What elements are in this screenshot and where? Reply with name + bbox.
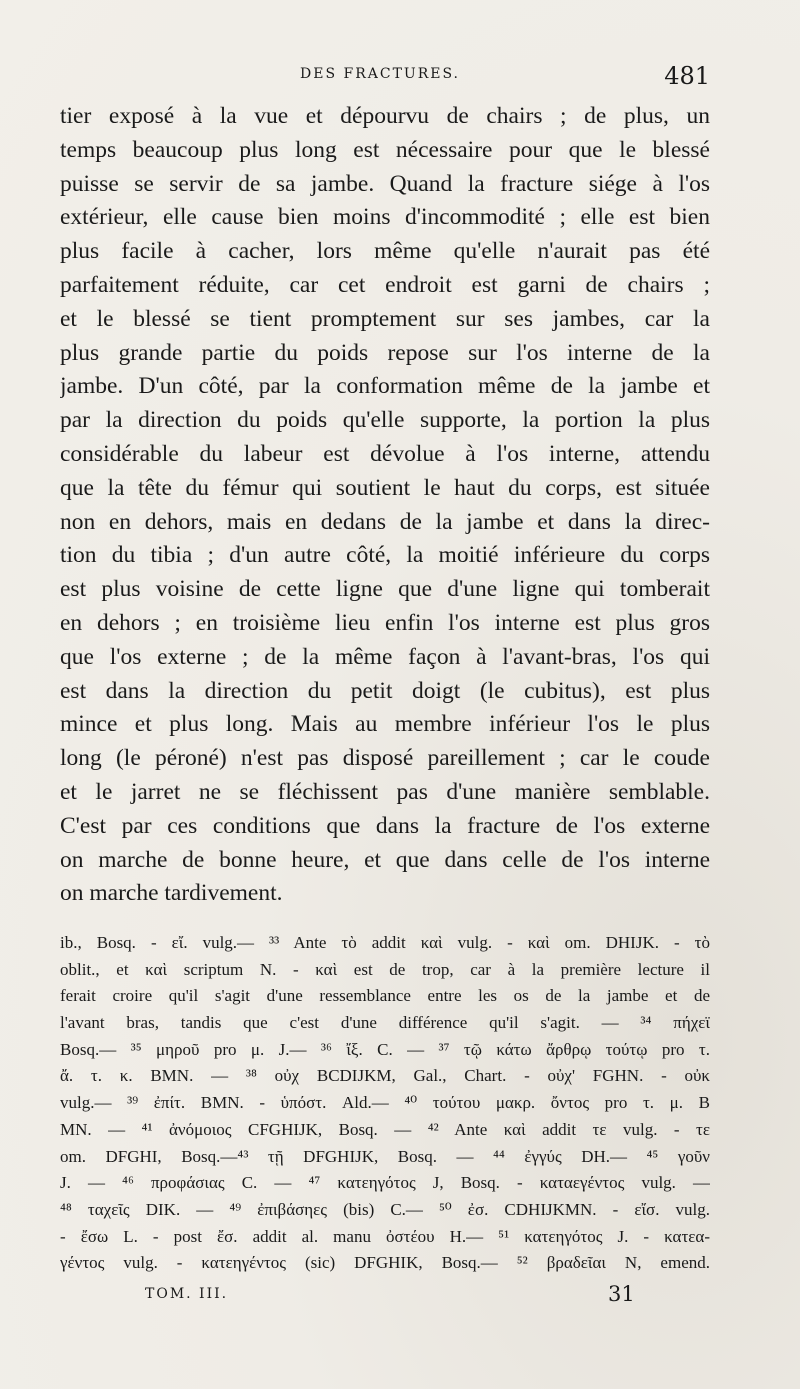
- page-number: 481: [664, 62, 710, 90]
- text-line: tion du tibia ; d'un autre côté, la moitié inférieure du corps: [60, 542, 710, 569]
- text-line: temps beaucoup plus long est nécessaire pour que le blessé: [60, 136, 710, 163]
- footnote-line: oblit., et καὶ scriptum N. - καὶ est de trop, car à la première lecture il: [60, 959, 710, 979]
- text-line: considérable du labeur est dévolue à l'os interne, attendu: [60, 440, 710, 467]
- text-line: non en dehors, mais en dedans de la jambe et dans la direc-: [60, 508, 710, 535]
- footnote-line: - ἔσω L. - post ἔσ. addit al. manu ὀστέου H.— ⁵¹ κατεηγότος J. - κατεα-: [60, 1226, 710, 1246]
- text-line: est plus voisine de cette ligne que d'une ligne qui tomberait: [60, 576, 710, 603]
- text-line: long (le péroné) n'est pas disposé pareillement ; car le coude: [60, 745, 710, 772]
- footnote-line: ib., Bosq. - εἴ. vulg.— ³³ Ante τὸ addit καὶ vulg. - καὶ om. DHIJK. - τὸ: [60, 933, 710, 952]
- footnote-line: om. DFGHI, Bosq.—⁴³ τῇ DFGHIJK, Bosq. — ⁴⁴ ἐγγύς DH.— ⁴⁵ γοῦν: [60, 1146, 710, 1166]
- footnote-line: Bosq.— ³⁵ μηροῦ pro μ. J.— ³⁶ ἴξ. C. — ³⁷ τῷ κάτω ἄρθρῳ τούτῳ pro τ.: [60, 1039, 710, 1059]
- text-line: par la direction du poids qu'elle supporte, la portion la plus: [60, 407, 710, 434]
- text-line: C'est par ces conditions que dans la fracture de l'os externe: [60, 812, 710, 839]
- text-line: plus grande partie du poids repose sur l'os interne de la: [60, 339, 710, 366]
- text-line: jambe. D'un côté, par la conformation même de la jambe et: [60, 373, 710, 400]
- footnote-line: ⁴⁸ ταχεῖς DIK. — ⁴⁹ ἐπιβάσηες (bis) C.— ⁵⁰ ἐσ. CDHIJKMN. - εἴσ. vulg.: [60, 1199, 710, 1219]
- footnote-line: γέντος vulg. - κατεηγέντος (sic) DFGHIK, Bosq.— ⁵² βραδεῖαι N, emend.: [60, 1253, 710, 1273]
- text-line: et le blessé se tient promptement sur ses jambes, car la: [60, 305, 710, 332]
- text-line: on marche tardivement.: [60, 880, 283, 907]
- footnote-line: MN. — ⁴¹ ἀνόμοιος CFGHIJK, Bosq. — ⁴² Ante καὶ addit τε vulg. - τε: [60, 1119, 710, 1139]
- text-line: mince et plus long. Mais au membre inférieur l'os le plus: [60, 711, 710, 738]
- footnote-line: vulg.— ³⁹ ἐπίτ. BMN. - ὑπόστ. Ald.— ⁴⁰ τούτου μακρ. ὄντος pro τ. μ. B: [60, 1093, 710, 1113]
- main-text-block: [60, 100, 710, 911]
- footnote-line: ἄ. τ. κ. BMN. — ³⁸ οὐχ BCDIJKM, Gal., Chart. - οὐχ' FGHN. - οὐκ: [60, 1066, 710, 1086]
- tome-label: TOM. III.: [145, 1286, 229, 1302]
- footnote-line: ferait croire qu'il s'agit d'une ressemblance entre les os de la jambe et de: [60, 986, 710, 1006]
- text-line: tier exposé à la vue et dépourvu de chairs ; de plus, un: [60, 103, 710, 129]
- text-line: et le jarret ne se fléchissent pas d'une manière semblable.: [60, 778, 710, 805]
- text-line: plus facile à cacher, lors même qu'elle n'aurait pas été: [60, 238, 710, 265]
- running-title: DES FRACTURES.: [300, 66, 461, 82]
- footnote-line: l'avant bras, tandis que c'est d'une différence qu'il s'agit. — ³⁴ πήχεϊ: [60, 1013, 710, 1033]
- text-line: puisse se servir de sa jambe. Quand la fracture siége à l'os: [60, 170, 710, 197]
- text-line: parfaitement réduite, car cet endroit est garni de chairs ;: [60, 271, 710, 298]
- running-head: [60, 62, 710, 92]
- sheet-number: 31: [608, 1282, 635, 1306]
- text-line: en dehors ; en troisième lieu enfin l'os interne est plus gros: [60, 609, 710, 636]
- text-line: que la tête du fémur qui soutient le haut du corps, est située: [60, 474, 710, 501]
- text-line: extérieur, elle cause bien moins d'incommodité ; elle est bien: [60, 204, 710, 231]
- text-line: est dans la direction du petit doigt (le cubitus), est plus: [60, 677, 710, 704]
- text-line: que l'os externe ; de la même façon à l'avant-bras, l'os qui: [60, 643, 710, 670]
- footnotes-block: [60, 930, 710, 1277]
- footnote-line: J. — ⁴⁶ προφάσιας C. — ⁴⁷ κατεηγότος J, Bosq. - καταεγέντος vulg. —: [60, 1173, 710, 1193]
- text-line: on marche de bonne heure, et que dans celle de l'os interne: [60, 846, 710, 873]
- printer-signature: [60, 1282, 710, 1312]
